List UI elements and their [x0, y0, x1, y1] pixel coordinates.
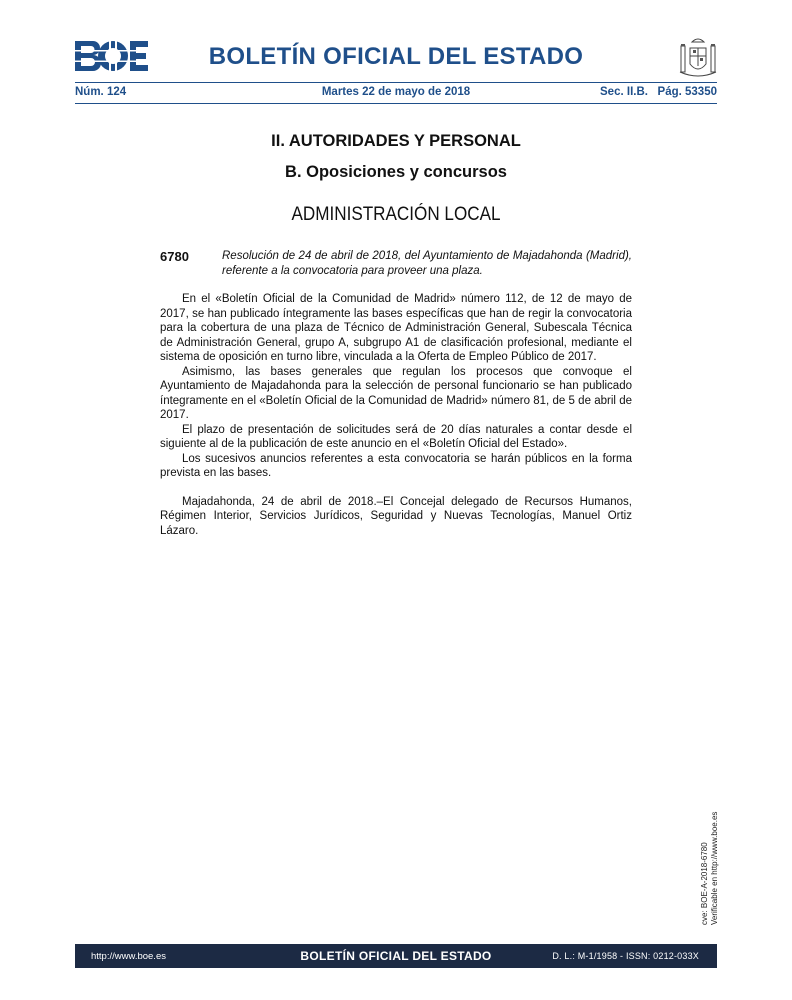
issue-date: Martes 22 de mayo de 2018 [321, 86, 471, 98]
verification-note [700, 705, 720, 925]
boe-logo [75, 41, 148, 71]
paragraph: El plazo de presentación de solicitudes será de 20 días naturales a contar desde el siguiente al de la publicación de este anuncio en el «Boletín Oficial del Estado». [160, 423, 632, 450]
footer-url[interactable]: http://www.boe.es [91, 951, 166, 962]
verification-url: Verificable en http://www.boe.es [710, 811, 719, 925]
subsection-heading: B. Oposiciones y concursos [285, 163, 507, 181]
paragraph: Asimismo, las bases generales que regulan los procesos que convoque el Ayuntamiento de Majadahonda para la selección de personal funcionario se han publicado íntegramente en el «Boletín Oficial de la Comunidad de Madrid» número 81, de 5 de abril de 2017. [160, 365, 632, 421]
meta-rule [75, 103, 717, 104]
paragraph: Los sucesivos anuncios referentes a esta convocatoria se harán públicos en la forma prevista en las bases. [160, 452, 632, 479]
paragraph: En el «Boletín Oficial de la Comunidad de Madrid» número 112, de 12 de mayo de 2017, se han publicado íntegramente las bases específicas que han de regir la convocatoria para la cobertura de una plaza de Técnico de Administración General, Subescala Técnica de Administración General, grupo A, subgrupo A1 de clasificación profesional, mediante el sistema de oposición en turno libre, vinculada a la Oferta de Empleo Público de 2017. [160, 293, 632, 363]
issue-number: Núm. 124 [75, 86, 127, 98]
footer-legal: D. L.: M-1/1958 - ISSN: 0212-033X [552, 951, 699, 961]
coat-of-arms-icon [678, 36, 718, 78]
footer-bar [75, 944, 717, 968]
signature: Majadahonda, 24 de abril de 2018.–El Concejal delegado de Recursos Humanos, Régimen Interior, Servicios Jurídicos, Seguridad y Nuevas Tecnologías, Manuel Ortiz Lázaro. [160, 495, 632, 537]
entry-number: 6780 [160, 249, 189, 264]
gazette-title: BOLETÍN OFICIAL DEL ESTADO [208, 43, 584, 70]
section-heading: II. AUTORIDADES Y PERSONAL [271, 132, 521, 150]
administration-heading: ADMINISTRACIÓN LOCAL [291, 204, 501, 225]
cve-code: cve: BOE-A-2018-6780 [700, 842, 709, 925]
footer-title: BOLETÍN OFICIAL DEL ESTADO [300, 949, 492, 963]
section-page: Sec. II.B. Pág. 53350 [600, 86, 717, 98]
resolution-title: Resolución de 24 de abril de 2018, del Ayuntamiento de Majadahonda (Madrid), referente a la convocatoria para proveer una plaza. [222, 250, 632, 277]
header-rule [75, 82, 717, 83]
body-text [160, 292, 632, 538]
